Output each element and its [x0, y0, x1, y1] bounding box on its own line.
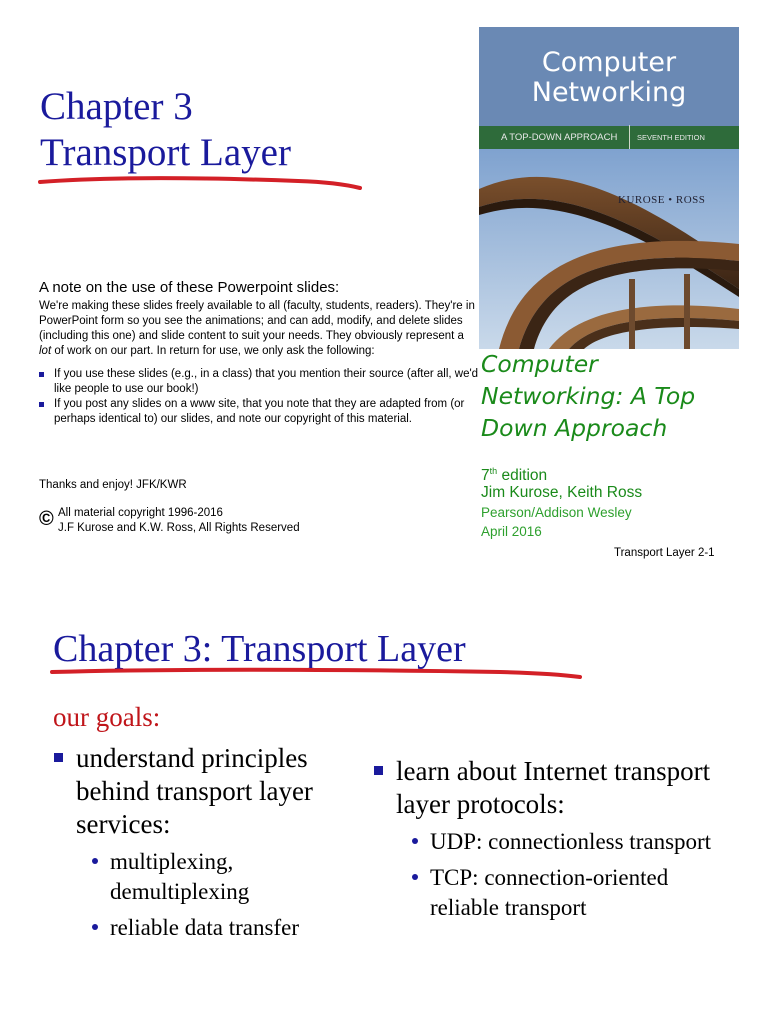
note-bullet [39, 397, 479, 427]
copyright-notice [39, 506, 300, 536]
goal-text: learn about Internet transport layer protocols: [396, 756, 711, 819]
cover-band [479, 126, 739, 149]
book-title-line: Down Approach [481, 414, 668, 442]
goal-subitem-text: UDP: connectionless transport [430, 829, 712, 854]
note-bullet [39, 367, 479, 397]
goals-column-right [373, 755, 713, 923]
goal-text: understand principles behind transport layer services: [76, 743, 313, 839]
note-body [39, 299, 479, 427]
title-underline [50, 666, 590, 682]
round-bullet-icon [412, 838, 418, 844]
goal-subitem-text: reliable data transfer [110, 915, 299, 940]
book-title [481, 348, 695, 444]
book-authors: Jim Kurose, Keith Ross [481, 484, 643, 501]
copyright-line-1: All material copyright 1996-2016 [58, 507, 223, 519]
note-heading: A note on the use of these Powerpoint slides: [39, 279, 340, 296]
cover-title [479, 48, 739, 108]
goal-item [373, 755, 713, 821]
title-line-2: Transport Layer [40, 131, 291, 174]
note-text-a: We're making these slides freely available to all (faculty, students, readers). They're in PowerPoint form so you see the animations; and can add, modify, and delete slides (including this one) and slide content to suit your needs. They obviously represent a [39, 300, 475, 342]
copyright-line-2: J.F Kurose and K.W. Ross, All Rights Reserved [58, 522, 300, 534]
goal-subitem-text: TCP: connection-oriented reliable transport [430, 865, 669, 920]
goal-subitem-text: multiplexing, demultiplexing [110, 849, 250, 904]
book-cover [479, 27, 739, 349]
goal-subitem [408, 863, 713, 923]
slide-title: Chapter 3: Transport Layer [53, 628, 466, 670]
cover-subtitle: A TOP-DOWN APPROACH [501, 132, 618, 143]
cover-edition: SEVENTH EDITION [637, 133, 705, 142]
goals-label: our goals: [53, 702, 161, 732]
goals-column-left [53, 742, 343, 943]
book-publisher: Pearson/Addison Wesley [481, 505, 632, 520]
round-bullet-icon [92, 924, 98, 930]
square-bullet-icon [374, 766, 383, 775]
note-text-b: of work on our part. In return for use, we only ask the following: [51, 345, 375, 357]
slide-title [40, 84, 291, 176]
note-text-em: lot [39, 345, 52, 357]
goal-subitem [88, 913, 343, 943]
title-underline [38, 172, 368, 192]
goal-item [53, 742, 343, 841]
slide-2 [0, 587, 768, 1024]
note-bullet-text: If you post any slides on a www site, that you note that they are adapted from (or perhaps identical to) our slides, and note our copyright of this material. [54, 398, 465, 425]
square-bullet-icon [54, 753, 63, 762]
edition-superscript: th [489, 466, 498, 476]
note-bullet-text: If you use these slides (e.g., in a class) that you mention their source (after all, we'd like people to use our book!) [54, 368, 479, 395]
note-paragraph [39, 299, 479, 359]
book-date: April 2016 [481, 524, 542, 539]
goal-subitem [88, 847, 343, 907]
book-title-line: Networking: A Top [481, 382, 696, 410]
book-title-line: Computer [481, 350, 598, 378]
round-bullet-icon [412, 874, 418, 880]
note-bullet-list [39, 367, 479, 427]
cover-title-line-2: Networking [531, 77, 687, 108]
round-bullet-icon [92, 858, 98, 864]
square-bullet-icon [39, 372, 44, 377]
cover-overpass-image [479, 149, 739, 349]
copyright-icon: © [39, 508, 54, 530]
title-line-1: Chapter 3 [40, 85, 193, 128]
goal-subitem [408, 827, 713, 857]
square-bullet-icon [39, 402, 44, 407]
cover-authors: KUROSE • ROSS [618, 194, 706, 206]
thanks-text: Thanks and enjoy! JFK/KWR [39, 479, 187, 491]
slide-footer: Transport Layer 2-1 [614, 547, 715, 559]
edition-word: edition [497, 467, 548, 485]
edition-number: 7 [481, 467, 490, 485]
cover-title-line-1: Computer [541, 47, 677, 78]
